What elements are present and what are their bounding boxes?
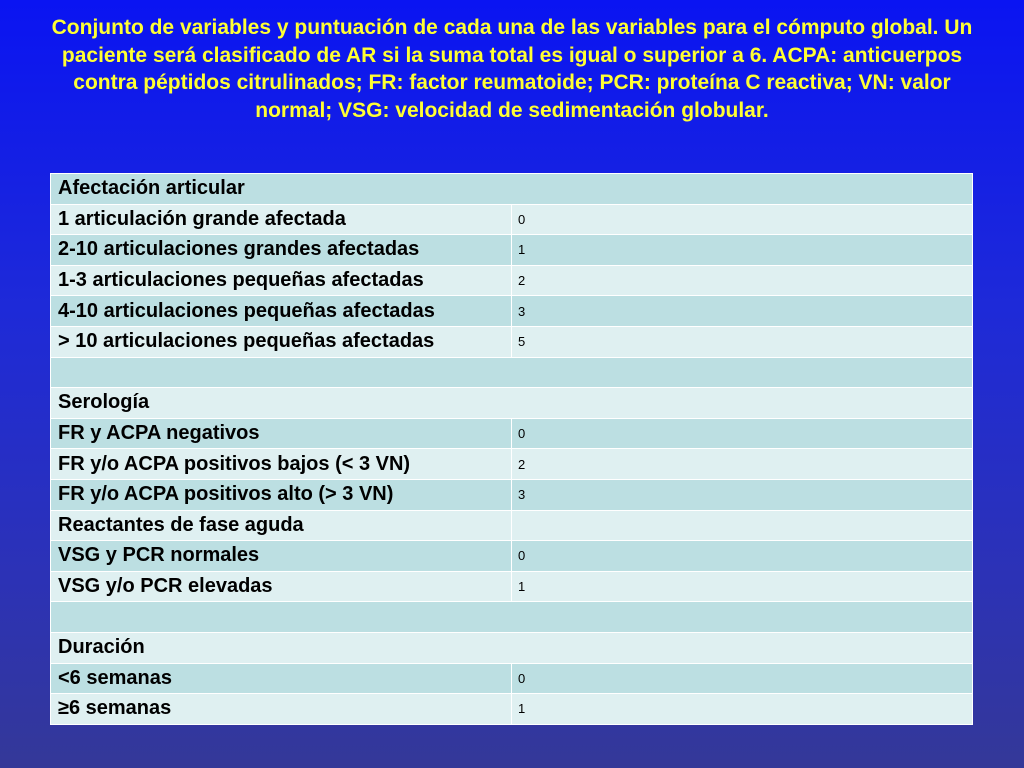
section-header-label: Duración	[51, 632, 973, 663]
criterion-label: 1-3 articulaciones pequeñas afectadas	[51, 265, 512, 296]
criterion-label: FR y/o ACPA positivos bajos (< 3 VN)	[51, 449, 512, 480]
section-header-row	[51, 174, 973, 205]
table-row	[51, 479, 973, 510]
criterion-label: FR y/o ACPA positivos alto (> 3 VN)	[51, 479, 512, 510]
spacer-row	[51, 357, 973, 388]
table-row	[51, 265, 973, 296]
criterion-label: Reactantes de fase aguda	[51, 510, 512, 541]
section-header-label: Serología	[51, 388, 973, 419]
criterion-score: 5	[512, 326, 973, 357]
criterion-label: <6 semanas	[51, 663, 512, 694]
criterion-score: 0	[512, 418, 973, 449]
section-header-label: Afectación articular	[51, 174, 973, 205]
spacer-cell	[51, 602, 973, 633]
criterion-score: 0	[512, 204, 973, 235]
table-row	[51, 541, 973, 572]
section-header-row	[51, 388, 973, 419]
criterion-score: 1	[512, 694, 973, 725]
criterion-score: 0	[512, 541, 973, 572]
criterion-label: 2-10 articulaciones grandes afectadas	[51, 235, 512, 266]
criterion-score: 2	[512, 265, 973, 296]
criterion-label: ≥6 semanas	[51, 694, 512, 725]
criterion-label: VSG y PCR normales	[51, 541, 512, 572]
table-row	[51, 296, 973, 327]
criterion-score: 1	[512, 235, 973, 266]
classification-score-table	[50, 173, 973, 725]
spacer-row	[51, 602, 973, 633]
table-row	[51, 510, 973, 541]
criterion-score: 3	[512, 479, 973, 510]
spacer-cell	[51, 357, 973, 388]
section-header-row	[51, 632, 973, 663]
table-row	[51, 204, 973, 235]
criterion-score: 3	[512, 296, 973, 327]
criterion-label: VSG y/o PCR elevadas	[51, 571, 512, 602]
table-row	[51, 694, 973, 725]
criterion-score: 2	[512, 449, 973, 480]
slide-title: Conjunto de variables y puntuación de cada una de las variables para el cómputo global. Un paciente será clasificado de AR si la suma total es igual o superior a 6. ACPA: anticuerpos contra péptidos citrulinados; FR: factor reumatoide; PCR: proteína C reactiva; VN: valor normal; VSG: velocidad de sedimentación globular.	[51, 16, 973, 122]
criterion-score: 0	[512, 663, 973, 694]
criterion-score	[512, 510, 973, 541]
table-row	[51, 418, 973, 449]
criterion-label: FR y ACPA negativos	[51, 418, 512, 449]
criterion-label: 1 articulación grande afectada	[51, 204, 512, 235]
table-row	[51, 235, 973, 266]
criterion-score: 1	[512, 571, 973, 602]
table-row	[51, 663, 973, 694]
criterion-label: 4-10 articulaciones pequeñas afectadas	[51, 296, 512, 327]
criterion-label: > 10 articulaciones pequeñas afectadas	[51, 326, 512, 357]
table-row	[51, 449, 973, 480]
table-row	[51, 571, 973, 602]
table-row	[51, 326, 973, 357]
score-table-body	[51, 174, 973, 725]
